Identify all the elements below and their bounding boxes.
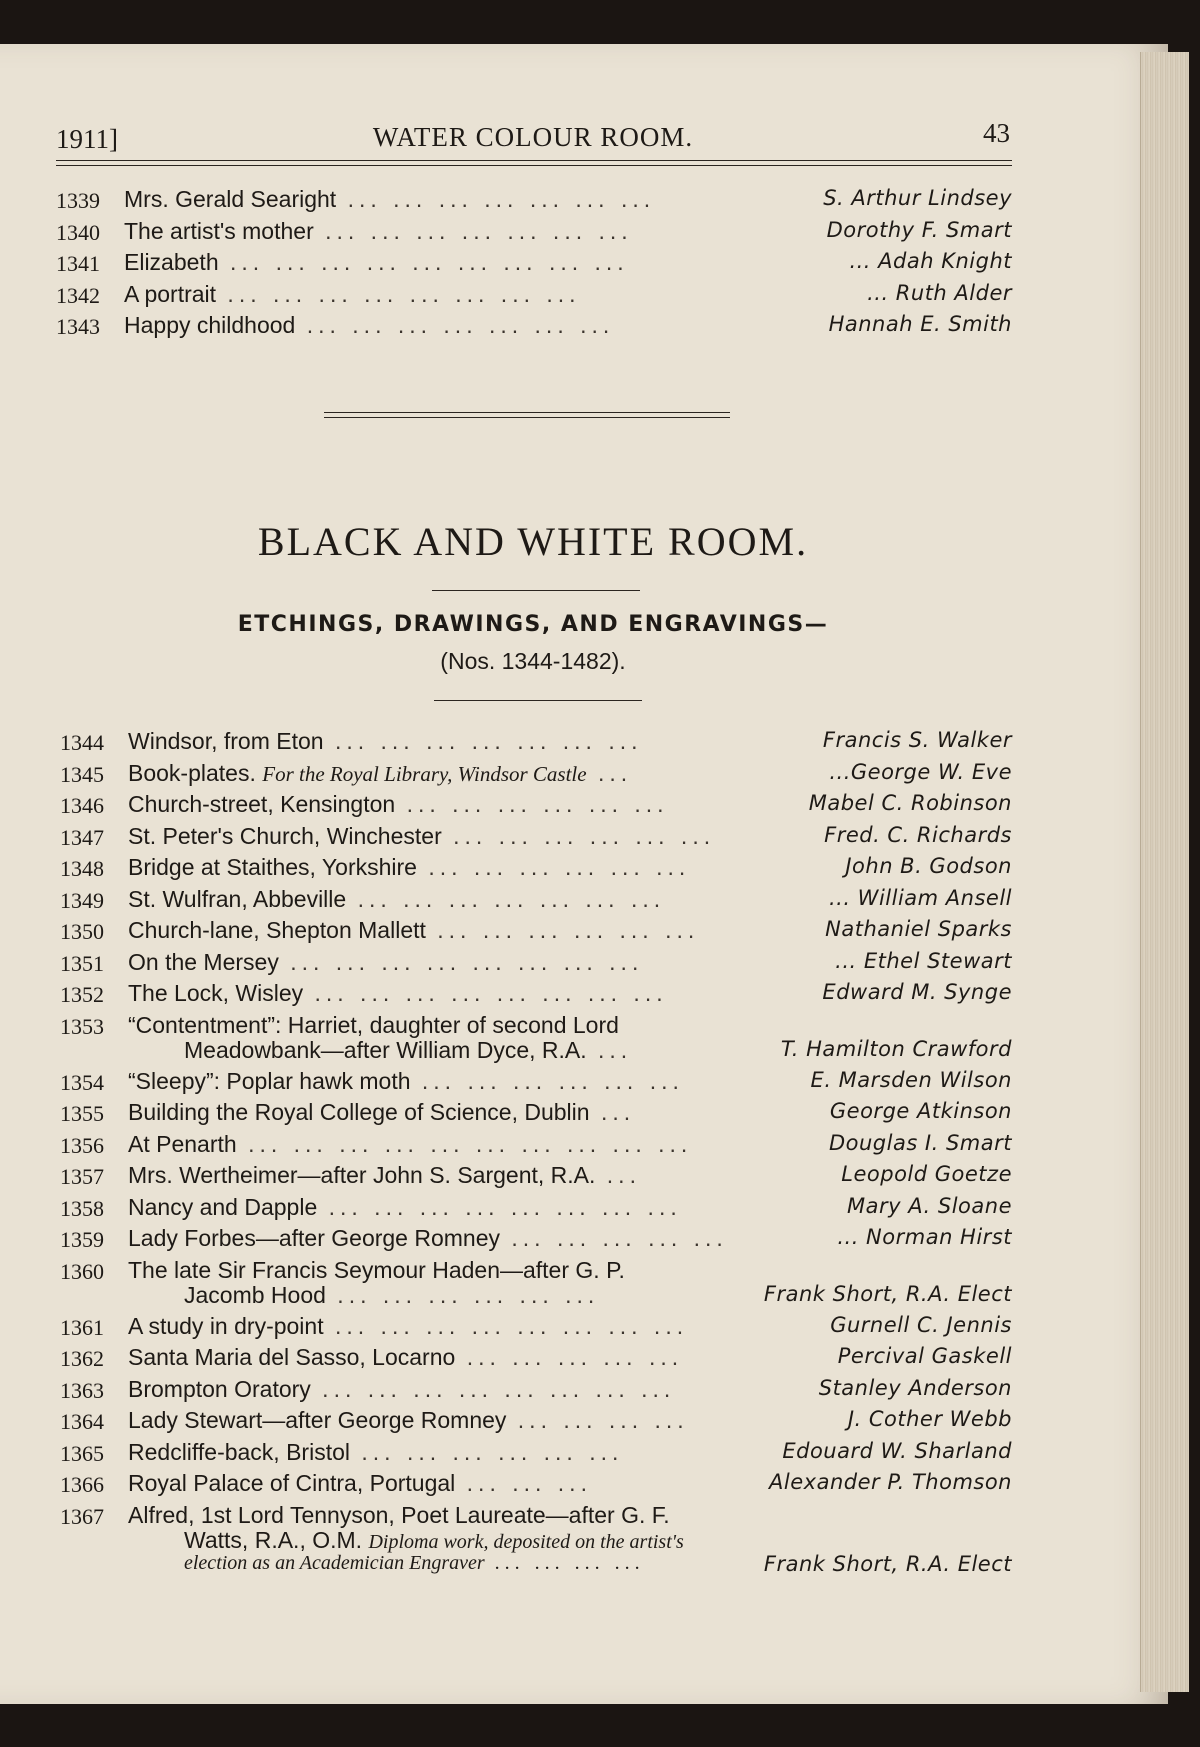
page-edge: [1140, 52, 1189, 1692]
catalogue-entry: [60, 1376, 1012, 1408]
entry-number: 1347: [60, 824, 104, 850]
artist-name: ... Adah Knight: [849, 249, 1012, 273]
entry-title-text: Church-lane, Shepton Mallett: [128, 917, 426, 943]
leader-dots: ...: [586, 1036, 633, 1063]
entry-number: 1363: [60, 1377, 104, 1403]
catalogue-entry: [60, 1313, 1012, 1345]
entry-title: [128, 1225, 772, 1252]
entry-number: 1358: [60, 1195, 104, 1221]
catalogue-entry: [60, 1068, 1012, 1100]
entry-number: 1344: [60, 730, 104, 755]
section-range: (Nos. 1344-1482).: [440, 648, 626, 674]
entry-title: [128, 1068, 772, 1095]
catalogue-entry: [60, 1439, 1012, 1471]
entry-title-continued: [184, 1527, 1012, 1554]
title-rule: [432, 590, 640, 591]
header-rule: [56, 160, 1012, 166]
leader-dots: ... ... ... ... ... ... ... ...: [317, 1193, 682, 1220]
leader-dots: ... ... ...: [455, 1470, 592, 1496]
leader-dots: ... ... ... ... ... ... ...: [295, 312, 615, 338]
entry-title: [128, 1407, 772, 1434]
entry-title-text: St. Peter's Church, Winchester: [128, 822, 442, 849]
artist-name: ...George W. Eve: [829, 759, 1012, 784]
entry-number: 1352: [60, 982, 104, 1007]
header-year: 1911]: [56, 124, 118, 154]
entry-number: 1342: [56, 282, 100, 308]
entry-title: [128, 1162, 772, 1189]
artist-name: Leopold Goetze: [841, 1162, 1012, 1186]
entry-note: For the Royal Library, Windsor Castle: [262, 761, 587, 786]
leader-dots: ...: [595, 1162, 641, 1188]
leader-dots: ... ... ... ... ... ... ...: [323, 728, 643, 754]
entry-number: 1362: [60, 1346, 104, 1371]
entry-title-text: Meadowbank—after William Dyce, R.A.: [184, 1036, 587, 1063]
leader-dots: ... ... ... ... ... ... ... ...: [278, 948, 644, 975]
entry-title: [128, 917, 772, 944]
artist-name: Stanley Anderson: [818, 1375, 1012, 1400]
entry-title: [128, 980, 772, 1007]
entry-title: [124, 186, 772, 213]
artist-name: ... Norman Hirst: [837, 1225, 1012, 1249]
entry-title: [128, 886, 772, 913]
artist-name: Dorothy F. Smart: [826, 217, 1012, 242]
entry-number: 1345: [60, 761, 104, 787]
subtitle-rule: [434, 700, 642, 701]
artist-name: Frank Short, R.A. Elect: [763, 1281, 1012, 1306]
entry-number: 1365: [60, 1440, 104, 1466]
entry-title-text: Bridge at Staithes, Yorkshire: [128, 854, 417, 880]
entry-title: [128, 1099, 772, 1126]
entry-title: [128, 1376, 772, 1403]
entry-number: 1361: [60, 1314, 104, 1340]
entry-number: 1351: [60, 950, 104, 976]
entry-title-text: Santa Maria del Sasso, Locarno: [128, 1344, 456, 1370]
header-title: WATER COLOUR ROOM.: [372, 122, 694, 152]
artist-name: T. Hamilton Crawford: [780, 1036, 1012, 1061]
artist-name: E. Marsden Wilson: [810, 1067, 1012, 1092]
catalogue-entry: [56, 312, 1012, 344]
entry-title: [128, 1470, 772, 1497]
entry-number: 1364: [60, 1409, 104, 1434]
catalogue-entry: [60, 1162, 1012, 1194]
entry-title-text: The Lock, Wisley: [128, 980, 304, 1006]
entry-number: 1339: [56, 188, 100, 213]
artist-name: Edouard W. Sharland: [782, 1438, 1012, 1463]
artist-name: ... Ethel Stewart: [835, 948, 1012, 973]
artist-name: John B. Godson: [845, 854, 1012, 878]
entry-number: 1340: [56, 219, 100, 245]
entry-note: Diploma work, deposited on the artist's: [368, 1530, 684, 1553]
entry-title-text: Windsor, from Eton: [128, 728, 324, 754]
entry-number: 1354: [60, 1069, 104, 1095]
entry-title-text: Church-street, Kensington: [128, 791, 396, 817]
entry-note-continued: [184, 1552, 772, 1575]
entry-number: 1367: [60, 1503, 104, 1529]
entry-title-text: Lady Forbes—after George Romney: [128, 1225, 501, 1251]
leader-dots: ... ... ... ... ... ...: [350, 1438, 624, 1465]
entry-title: [128, 1313, 772, 1340]
catalogue-entry: [60, 1131, 1012, 1163]
entry-title-text: Elizabeth: [124, 249, 219, 275]
leader-dots: ... ... ... ...: [506, 1407, 689, 1433]
leader-dots: ... ... ... ... ... ... ...: [336, 186, 656, 212]
entry-number: 1346: [60, 793, 104, 818]
entry-title: [128, 823, 772, 850]
section-divider: [324, 412, 730, 418]
catalogue-entry: [60, 760, 1012, 792]
entry-title-text: On the Mersey: [128, 948, 279, 975]
entry-title: [124, 281, 772, 308]
entry-number: 1348: [60, 856, 104, 881]
leader-dots: ...: [586, 759, 633, 786]
entry-title: Alfred, 1st Lord Tennyson, Poet Laureate—after G. F.: [128, 1501, 670, 1528]
entry-title-continued: [184, 1282, 772, 1309]
entry-number: 1350: [60, 919, 104, 944]
leader-dots: ... ... ... ... ... ...: [441, 822, 716, 849]
leader-dots: ... ... ... ... ...: [455, 1344, 684, 1370]
catalogue-entry: [60, 1099, 1012, 1131]
entry-number: 1366: [60, 1472, 104, 1497]
catalogue-entry: [60, 823, 1012, 855]
entry-title: [128, 1194, 772, 1221]
entry-title-text: Brompton Oratory: [128, 1375, 311, 1402]
leader-dots: ... ... ... ... ... ... ... ... ...: [218, 249, 629, 275]
entry-title: [124, 312, 772, 339]
entry-title: [124, 249, 772, 276]
entry-number: 1357: [60, 1164, 104, 1189]
entry-title-text: Jacomb Hood: [184, 1281, 326, 1308]
artist-name: Hannah E. Smith: [828, 312, 1012, 336]
catalogue-entry: [56, 249, 1012, 281]
entry-title-text: At Penarth: [128, 1130, 237, 1157]
entry-title-text: Watts, R.A., O.M.: [184, 1526, 369, 1553]
catalogue-entry: [60, 854, 1012, 886]
artist-name: Mabel C. Robinson: [808, 791, 1012, 815]
catalogue-entry: [60, 949, 1012, 981]
catalogue-entry: [60, 1225, 1012, 1257]
artist-name: S. Arthur Lindsey: [823, 186, 1012, 210]
entry-title: [128, 1131, 772, 1158]
leader-dots: ... ... ... ... ... ...: [416, 854, 691, 880]
artist-name: Alexander P. Thomson: [769, 1470, 1012, 1494]
entry-title: [128, 791, 772, 818]
entry-title-text: Happy childhood: [124, 312, 296, 338]
catalogue-entry: [56, 281, 1012, 313]
entry-title-text: A portrait: [124, 280, 217, 307]
artist-name: Percival Gaskell: [837, 1344, 1012, 1368]
leader-dots: ... ... ... ... ... ...: [410, 1067, 684, 1094]
entry-title-text: The artist's mother: [124, 217, 314, 244]
entry-title: [128, 728, 772, 755]
entry-title-text: Royal Palace of Cintra, Portugal: [128, 1470, 456, 1496]
entry-title: [128, 1439, 772, 1466]
artist-name: Francis S. Walker: [822, 728, 1012, 752]
entry-title-continued: [184, 1037, 772, 1064]
entry-number: 1343: [56, 314, 100, 339]
entry-title: [128, 1344, 772, 1371]
artist-name: Mary A. Sloane: [847, 1193, 1012, 1218]
water-colour-list: [56, 186, 1012, 344]
catalogue-entry: [60, 980, 1012, 1012]
leader-dots: ... ... ... ... ... ... ...: [313, 217, 633, 244]
entry-title-text: “Sleepy”: Poplar hawk moth: [128, 1067, 411, 1094]
artist-name: Gurnell C. Jennis: [830, 1312, 1012, 1337]
entry-title: [128, 760, 762, 787]
entry-title: [128, 949, 772, 976]
artist-name: Frank Short, R.A. Elect: [763, 1551, 1012, 1576]
artist-name: George Atkinson: [829, 1099, 1012, 1123]
entry-title-text: A study in dry-point: [128, 1312, 324, 1339]
entry-number: 1356: [60, 1132, 104, 1158]
entry-number: 1359: [60, 1227, 104, 1252]
artist-name: Nathaniel Sparks: [825, 917, 1012, 941]
entry-title-text: Mrs. Gerald Searight: [124, 186, 337, 212]
leader-dots: ... ... ... ... ... ... ... ...: [303, 980, 668, 1006]
entry-number: 1341: [56, 251, 100, 276]
leader-dots: ... ... ... ... ... ...: [325, 1281, 600, 1308]
catalogue-entry: [60, 886, 1012, 918]
leader-dots: ... ... ... ... ...: [500, 1225, 728, 1251]
artist-name: Edward M. Synge: [822, 980, 1012, 1004]
leader-dots: ... ... ... ... ... ...: [395, 791, 669, 817]
entry-number: 1360: [60, 1258, 104, 1284]
catalogue-entry: [60, 1194, 1012, 1226]
section-subtitle: ETCHINGS, DRAWINGS, AND ENGRAVINGS—: [237, 612, 829, 637]
entry-title: [124, 218, 772, 245]
entry-title: The late Sir Francis Seymour Haden—after G. P.: [128, 1256, 625, 1283]
catalogue-entry: [60, 1344, 1012, 1376]
catalogue-entry: [56, 218, 1012, 250]
catalogue-entry: [60, 728, 1012, 760]
leader-dots: ... ... ... ... ... ... ... ...: [310, 1375, 676, 1402]
leader-dots: ... ... ... ... ... ... ...: [346, 885, 666, 912]
leader-dots: ... ... ... ... ... ... ... ... ... ...: [236, 1130, 693, 1157]
entry-title-text: Mrs. Wertheimer—after John S. Sargent, R.A.: [128, 1162, 596, 1188]
page-number: 43: [983, 118, 1010, 148]
leader-dots: ...: [589, 1099, 636, 1125]
artist-name: ... William Ansell: [828, 885, 1012, 910]
catalogue-entry: [60, 1502, 1012, 1594]
entry-number: 1353: [60, 1013, 104, 1039]
artist-name: ... Ruth Alder: [867, 280, 1012, 305]
entry-title-text: Book-plates.: [128, 759, 256, 786]
catalogue-entry: [60, 917, 1012, 949]
catalogue-entry: [60, 1012, 1012, 1068]
leader-dots: ... ... ... ... ... ... ... ...: [216, 280, 581, 307]
leader-dots: ... ... ... ...: [484, 1551, 645, 1574]
catalogue-entry: [60, 1407, 1012, 1439]
entry-title: “Contentment”: Harriet, daughter of second Lord: [128, 1011, 619, 1038]
section-title: BLACK AND WHITE ROOM.: [257, 519, 809, 564]
catalogue-entry: [56, 186, 1012, 218]
entry-number: 1349: [60, 887, 104, 913]
entry-title-text: Redcliffe-back, Bristol: [128, 1438, 350, 1465]
entry-title-text: Nancy and Dapple: [128, 1193, 318, 1220]
leader-dots: ... ... ... ... ... ...: [425, 917, 700, 943]
entry-title-text: St. Wulfran, Abbeville: [128, 885, 347, 912]
catalogue-entry: [60, 791, 1012, 823]
catalogue-entry: [60, 1470, 1012, 1502]
running-header: [56, 118, 1010, 154]
black-white-list: [60, 728, 1012, 1594]
entry-title-text: Lady Stewart—after George Romney: [128, 1407, 507, 1433]
entry-note-text: election as an Academician Engraver: [184, 1551, 485, 1574]
entry-title: [128, 854, 772, 881]
artist-name: J. Cother Webb: [847, 1407, 1012, 1431]
leader-dots: ... ... ... ... ... ... ... ...: [323, 1312, 689, 1339]
artist-name: Fred. C. Richards: [824, 822, 1012, 847]
entry-number: 1355: [60, 1101, 104, 1126]
entry-title-text: Building the Royal College of Science, Dublin: [128, 1099, 590, 1125]
catalogue-entry: [60, 1257, 1012, 1313]
artist-name: Douglas I. Smart: [828, 1130, 1012, 1155]
